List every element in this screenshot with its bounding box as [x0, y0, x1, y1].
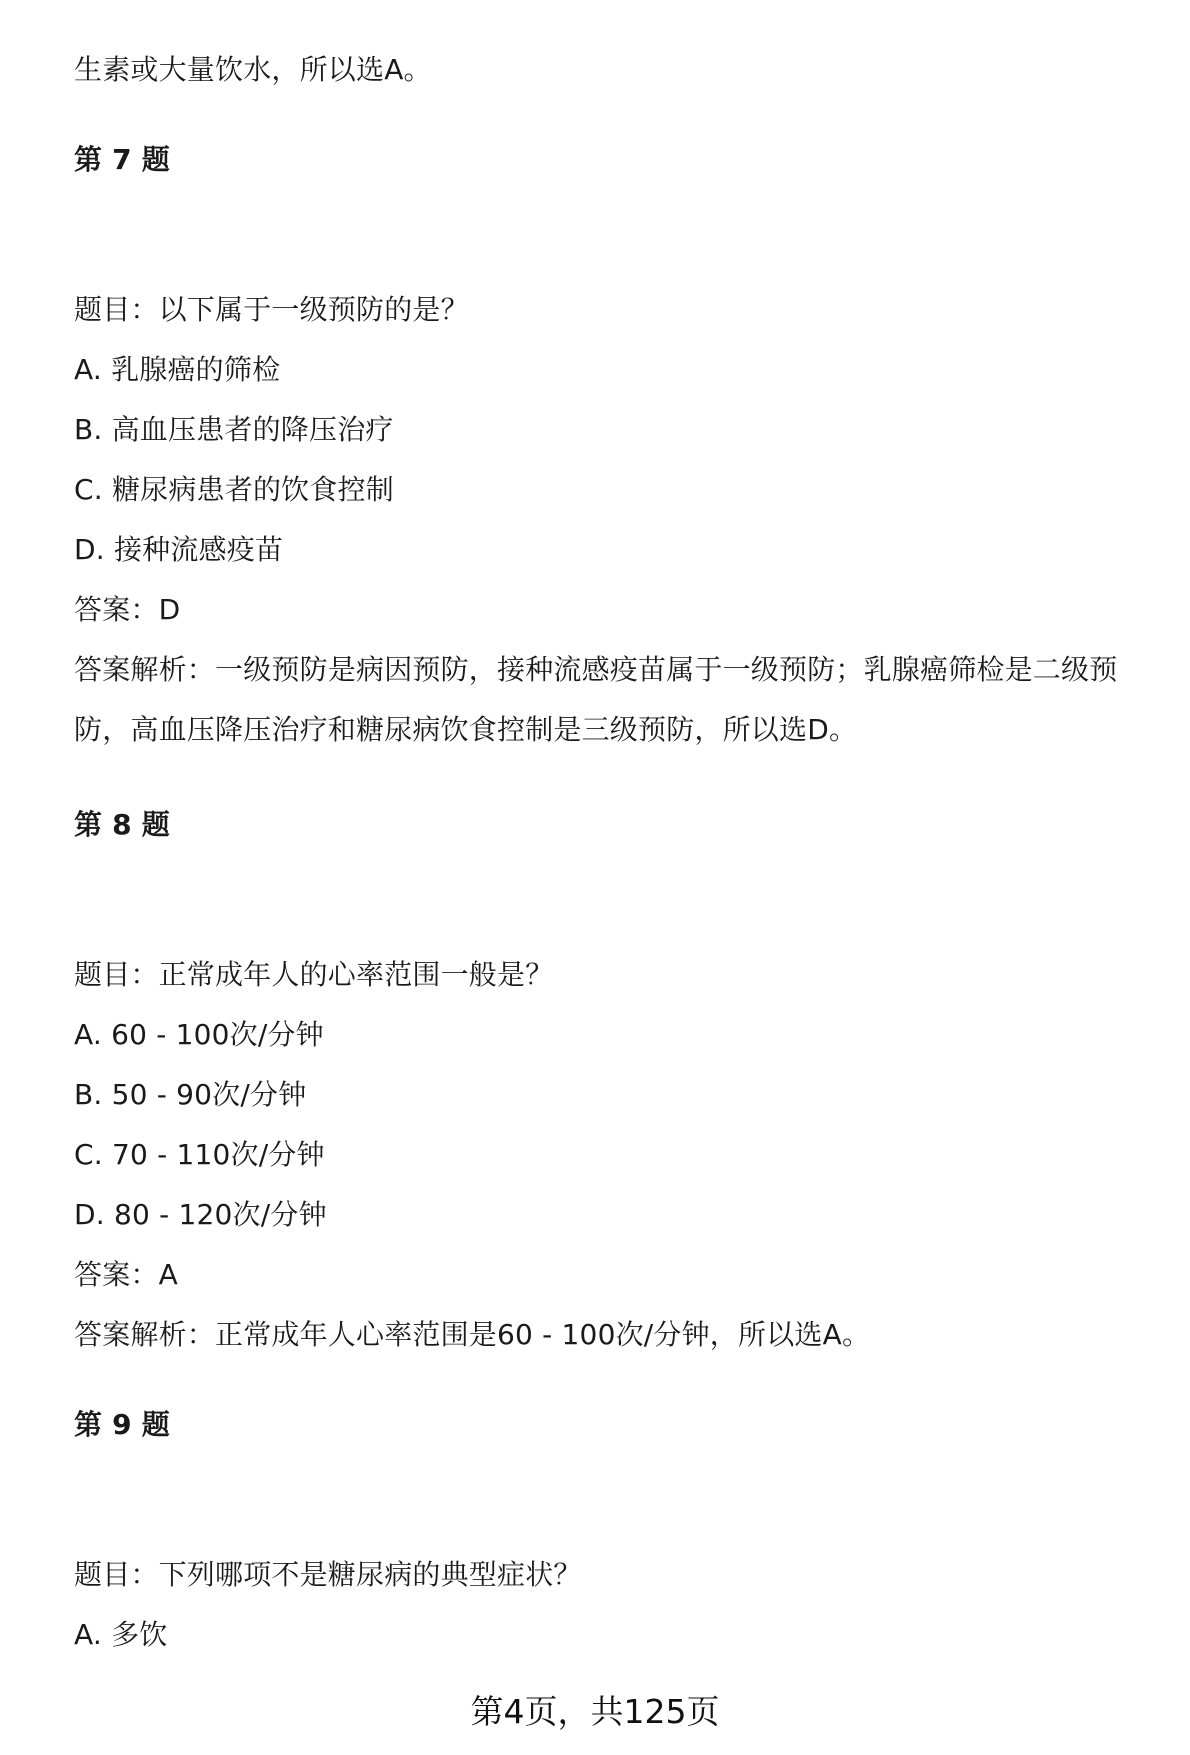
question-7-explanation: 答案解析：一级预防是病因预防，接种流感疫苗属于一级预防；乳腺癌筛检是二级预防，高血压降压治疗和糖尿病饮食控制是三级预防，所以选D。 [74, 653, 1118, 746]
question-8-answer: 答案：A [74, 1258, 178, 1291]
question-7-option-b: B. 高血压患者的降压治疗 [74, 413, 394, 446]
page-footer: 第4页，共125页 [470, 1692, 720, 1731]
question-7-option-d: D. 接种流感疫苗 [74, 533, 284, 566]
question-8-explanation: 答案解析：正常成年人心率范围是60 - 100次/分钟，所以选A。 [74, 1318, 871, 1351]
question-7-heading: 第 7 题 [74, 143, 170, 176]
question-7-option-a: A. 乳腺癌的筛检 [74, 353, 281, 386]
question-7-answer: 答案：D [74, 593, 181, 626]
carryover-text: 生素或大量饮水，所以选A。 [74, 53, 432, 86]
question-7-text: 题目：以下属于一级预防的是？ [74, 293, 469, 326]
question-8-option-c: C. 70 - 110次/分钟 [74, 1138, 325, 1171]
question-8-heading: 第 8 题 [74, 808, 170, 841]
question-7-option-c: C. 糖尿病患者的饮食控制 [74, 473, 394, 506]
question-8-option-a: A. 60 - 100次/分钟 [74, 1018, 324, 1051]
question-8-option-b: B. 50 - 90次/分钟 [74, 1078, 307, 1111]
question-9-heading: 第 9 题 [74, 1408, 170, 1441]
question-9-option-a: A. 多饮 [74, 1618, 168, 1651]
question-8-option-d: D. 80 - 120次/分钟 [74, 1198, 327, 1231]
question-8-text: 题目：正常成年人的心率范围一般是？ [74, 958, 554, 991]
question-9-text: 题目：下列哪项不是糖尿病的典型症状？ [74, 1558, 582, 1591]
